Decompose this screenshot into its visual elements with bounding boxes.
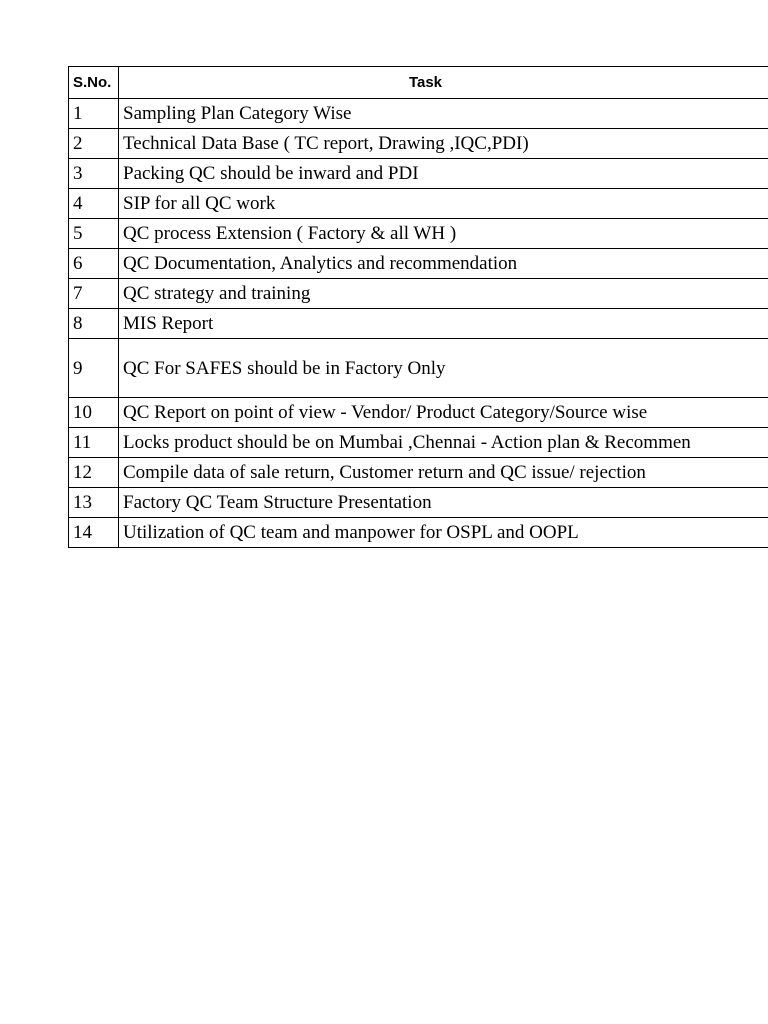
row-task: QC Report on point of view - Vendor/ Product Category/Source wise	[119, 398, 768, 428]
table-row	[69, 279, 768, 309]
row-task: Factory QC Team Structure Presentation	[119, 488, 768, 518]
table-row	[69, 219, 768, 249]
row-sno: 8	[69, 309, 119, 339]
task-table	[68, 66, 768, 548]
task-sheet	[68, 66, 768, 548]
table-row	[69, 488, 768, 518]
row-sno: 9	[69, 339, 119, 398]
table-row	[69, 398, 768, 428]
row-sno: 1	[69, 99, 119, 129]
row-task: Utilization of QC team and manpower for OSPL and OOPL	[119, 518, 768, 548]
table-row	[69, 309, 768, 339]
header-task: Task	[119, 67, 768, 99]
row-sno: 11	[69, 428, 119, 458]
row-sno: 6	[69, 249, 119, 279]
row-task: MIS Report	[119, 309, 768, 339]
row-task: QC Documentation, Analytics and recommendation	[119, 249, 768, 279]
table-row	[69, 129, 768, 159]
table-row	[69, 159, 768, 189]
row-sno: 5	[69, 219, 119, 249]
row-task: Compile data of sale return, Customer return and QC issue/ rejection	[119, 458, 768, 488]
row-task: QC process Extension ( Factory & all WH )	[119, 219, 768, 249]
row-sno: 7	[69, 279, 119, 309]
row-sno: 4	[69, 189, 119, 219]
row-sno: 12	[69, 458, 119, 488]
row-sno: 13	[69, 488, 119, 518]
header-row	[69, 67, 768, 99]
row-sno: 2	[69, 129, 119, 159]
row-task: Locks product should be on Mumbai ,Chennai - Action plan & Recommen	[119, 428, 768, 458]
header-sno: S.No.	[69, 67, 119, 99]
table-row	[69, 99, 768, 129]
table-row	[69, 428, 768, 458]
row-task: QC For SAFES should be in Factory Only	[119, 339, 768, 398]
table-row	[69, 339, 768, 398]
table-row	[69, 189, 768, 219]
row-task: QC strategy and training	[119, 279, 768, 309]
row-task: Technical Data Base ( TC report, Drawing ,IQC,PDI)	[119, 129, 768, 159]
row-sno: 3	[69, 159, 119, 189]
row-task: Packing QC should be inward and PDI	[119, 159, 768, 189]
row-sno: 14	[69, 518, 119, 548]
table-row	[69, 458, 768, 488]
row-sno: 10	[69, 398, 119, 428]
row-task: Sampling Plan Category Wise	[119, 99, 768, 129]
table-row	[69, 249, 768, 279]
row-task: SIP for all QC work	[119, 189, 768, 219]
table-row	[69, 518, 768, 548]
